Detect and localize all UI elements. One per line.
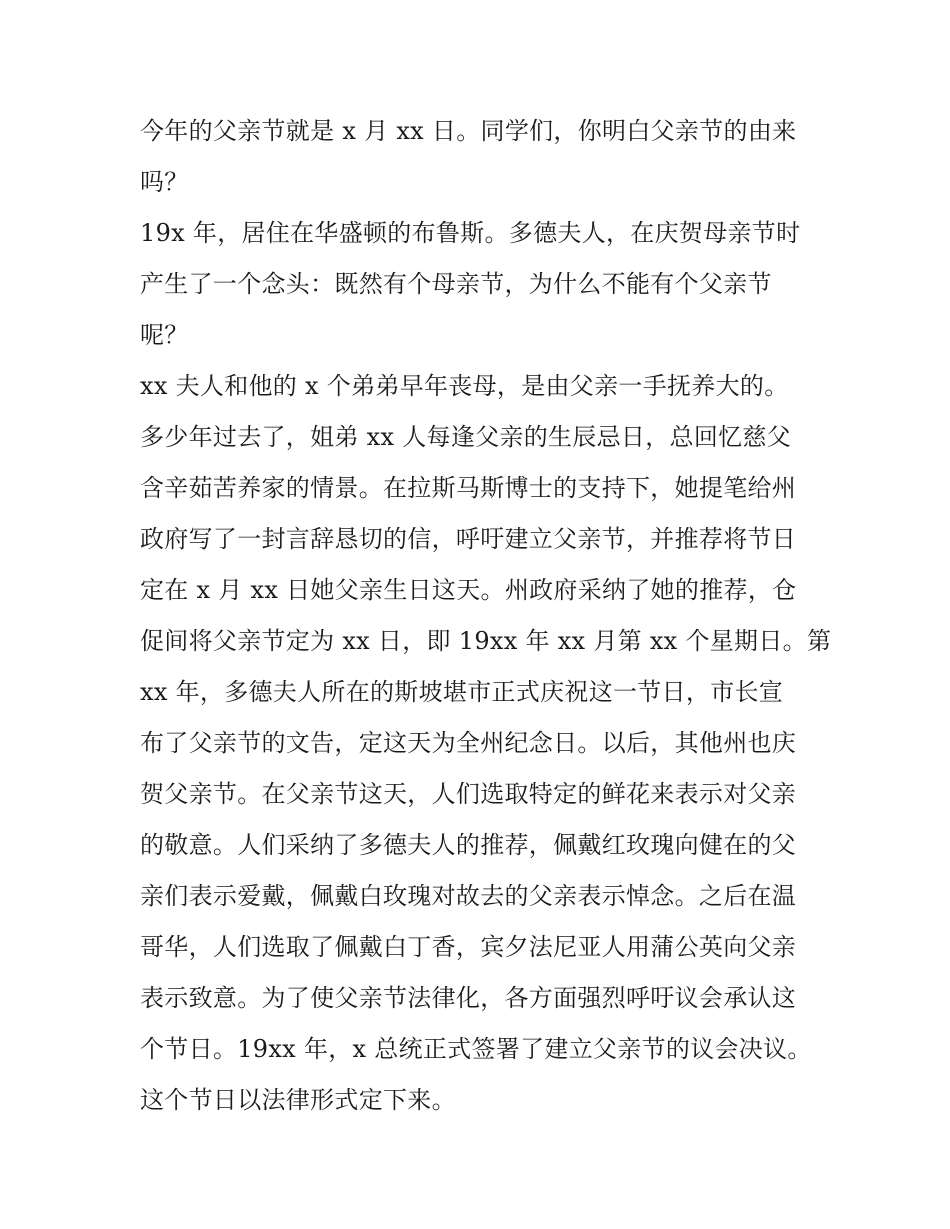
text-line: 哥华，人们选取了佩戴白丁香，宾夕法尼亚人用蒲公英向父亲 (140, 933, 797, 961)
text-line: 多少年过去了，姐弟 xx 人每逢父亲的生辰忌日，总回忆慈父 (140, 423, 792, 451)
text-line: 今年的父亲节就是 x 月 xx 日。同学们，你明白父亲节的由来 (140, 117, 797, 145)
text-line: 吗？ (140, 168, 189, 196)
text-line: 政府写了一封言辞恳切的信，呼吁建立父亲节，并推荐将节日 (140, 525, 797, 553)
text-line: 贺父亲节。在父亲节这天，人们选取特定的鲜花来表示对父亲 (140, 780, 797, 808)
text-line: 的敬意。人们采纳了多德夫人的推荐，佩戴红玫瑰向健在的父 (140, 831, 797, 859)
text-line: 产生了一个念头：既然有个母亲节，为什么不能有个父亲节 (140, 270, 772, 298)
text-line: 19x 年，居住在华盛顿的布鲁斯。多德夫人，在庆贺母亲节时 (140, 219, 801, 247)
text-line: 呢？ (140, 321, 189, 349)
text-line: 含辛茹苦养家的情景。在拉斯马斯博士的支持下，她提笔给州 (140, 474, 797, 502)
text-line: 这个节日以法律形式定下来。 (140, 1086, 456, 1114)
text-line: 个节日。19xx 年，x 总统正式签署了建立父亲节的议会决议。 (140, 1035, 812, 1063)
text-line: xx 年，多德夫人所在的斯坡堪市正式庆祝这一节日，市长宣 (140, 678, 784, 706)
document-body (140, 106, 832, 1126)
text-line: xx 夫人和他的 x 个弟弟早年丧母，是由父亲一手抚养大的。 (140, 372, 789, 400)
text-line: 促间将父亲节定为 xx 日，即 19xx 年 xx 月第 xx 个星期日。第 (140, 627, 832, 655)
text-line: 亲们表示爱戴，佩戴白玫瑰对故去的父亲表示悼念。之后在温 (140, 882, 797, 910)
text-line: 布了父亲节的文告，定这天为全州纪念日。以后，其他州也庆 (140, 729, 797, 757)
text-line: 定在 x 月 xx 日她父亲生日这天。州政府采纳了她的推荐，仓 (140, 576, 797, 604)
text-line: 表示致意。为了使父亲节法律化，各方面强烈呼吁议会承认这 (140, 984, 797, 1012)
